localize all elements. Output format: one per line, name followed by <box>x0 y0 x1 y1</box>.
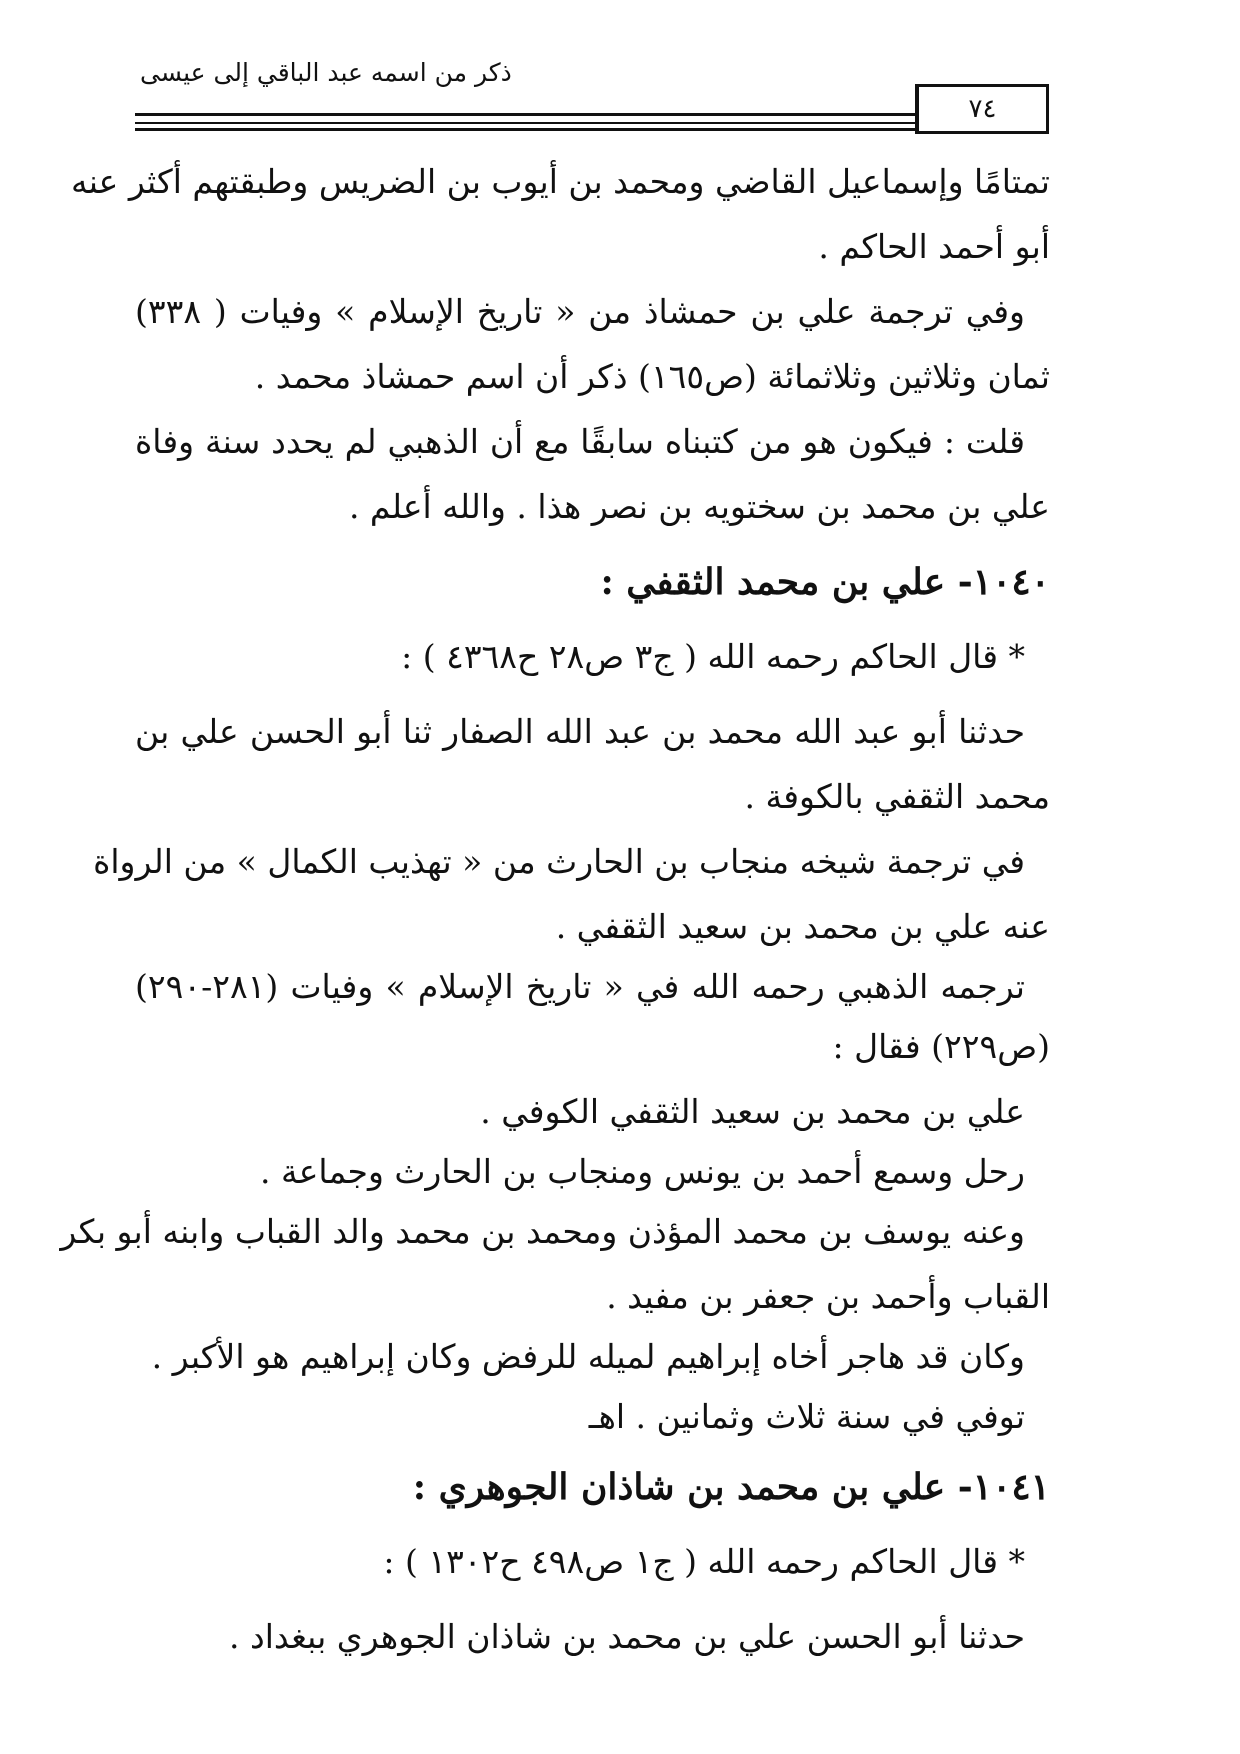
header-rule <box>135 122 915 124</box>
text-line: علي بن محمد بن سعيد الثقفي الكوفي . <box>480 1092 1025 1131</box>
header-rule <box>135 113 915 116</box>
text-line: علي بن محمد بن سختويه بن نصر هذا . والله أعلم . <box>348 487 1050 526</box>
entry-heading-1040: ١٠٤٠- علي بن محمد الثقفي : <box>600 561 1050 603</box>
text-line: توفي في سنة ثلاث وثمانين . اهـ <box>588 1397 1025 1436</box>
text-line: وكان قد هاجر أخاه إبراهيم لميله للرفض وكان إبراهيم هو الأكبر . <box>151 1337 1025 1376</box>
text-line: ثمان وثلاثين وثلاثمائة (ص١٦٥) ذكر أن اسم حمشاذ محمد . <box>254 357 1050 396</box>
text-line: قلت : فيكون هو من كتبناه سابقًا مع أن الذهبي لم يحدد سنة وفاة <box>135 422 1025 461</box>
entry-heading-1041: ١٠٤١- علي بن محمد بن شاذان الجوهري : <box>412 1466 1050 1508</box>
citation-line: * قال الحاكم رحمه الله ( ج١ ص٤٩٨ ح١٣٠٢ ) : <box>383 1542 1025 1581</box>
text-line: حدثنا أبو عبد الله محمد بن عبد الله الصفار ثنا أبو الحسن علي بن <box>135 712 1025 751</box>
citation-line: * قال الحاكم رحمه الله ( ج٣ ص٢٨ ح٤٣٦٨ ) : <box>401 637 1025 676</box>
text-line: محمد الثقفي بالكوفة . <box>744 777 1050 816</box>
text-line: أبو أحمد الحاكم . <box>818 227 1050 266</box>
text-line: ترجمه الذهبي رحمه الله في « تاريخ الإسلام » وفيات (٢٨١-٢٩٠) <box>135 967 1025 1006</box>
page-number-box: ٧٤ <box>915 84 1049 134</box>
text-line: وعنه يوسف بن محمد المؤذن ومحمد بن محمد والد القباب وابنه أبو بكر <box>60 1212 1025 1251</box>
text-line: حدثنا أبو الحسن علي بن محمد بن شاذان الجوهري ببغداد . <box>229 1617 1025 1656</box>
text-line: رحل وسمع أحمد بن يونس ومنجاب بن الحارث وجماعة . <box>260 1152 1025 1191</box>
text-line: تمتامًا وإسماعيل القاضي ومحمد بن أيوب بن الضريس وطبقتهم أكثر عنه <box>71 162 1050 201</box>
text-line: (ص٢٢٩) فقال : <box>832 1027 1050 1066</box>
text-line: القباب وأحمد بن جعفر بن مفيد . <box>606 1277 1050 1316</box>
running-header-title: ذكر من اسمه عبد الباقي إلى عيسى <box>140 58 512 87</box>
text-line: عنه علي بن محمد بن سعيد الثقفي . <box>555 907 1050 946</box>
header-rule <box>135 128 915 131</box>
text-line: وفي ترجمة علي بن حمشاذ من « تاريخ الإسلام » وفيات ( ٣٣٨) <box>135 292 1025 331</box>
text-line: في ترجمة شيخه منجاب بن الحارث من « تهذيب الكمال » من الرواة <box>93 842 1025 881</box>
